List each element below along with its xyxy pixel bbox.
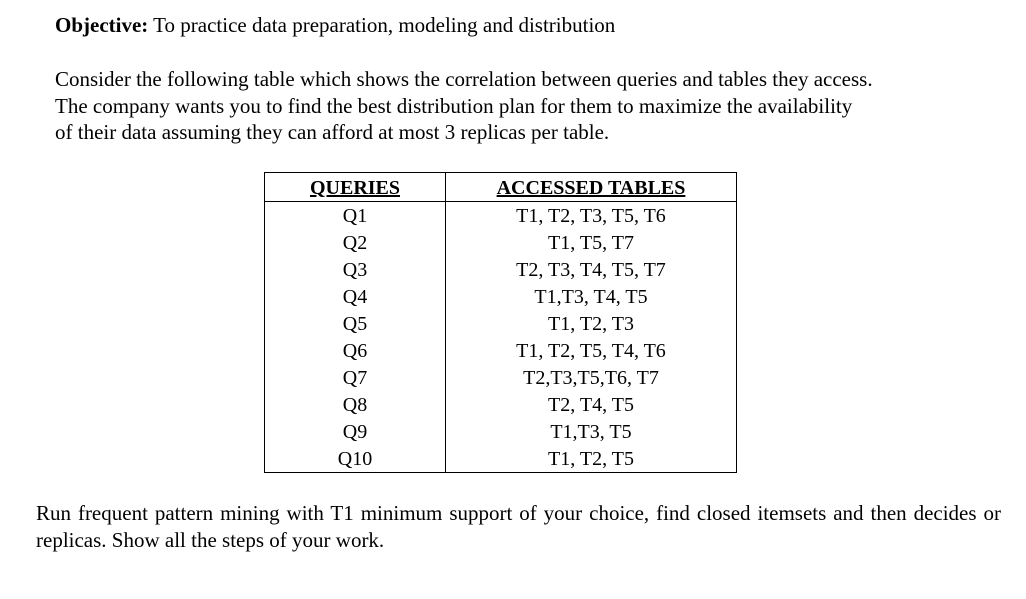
query-cell: Q3 [265,256,446,283]
table-row [265,256,737,283]
header-accessed-tables: ACCESSED TABLES [446,173,737,202]
intro-line-2: The company wants you to find the best distribution plan for them to maximize the availability [55,93,853,118]
tables-cell: T2, T4, T5 [446,391,737,418]
query-cell: Q2 [265,229,446,256]
intro-line-3: of their data assuming they can afford at most 3 replicas per table. [55,120,610,144]
tables-cell: T1,T3, T5 [446,418,737,445]
table-row [265,229,737,256]
table-row [265,202,737,230]
objective-line [55,12,615,38]
tables-cell: T1,T3, T4, T5 [446,283,737,310]
tables-cell: T2, T3, T4, T5, T7 [446,256,737,283]
query-cell: Q1 [265,202,446,230]
query-cell: Q4 [265,283,446,310]
table-row [265,445,737,473]
tables-cell: T1, T5, T7 [446,229,737,256]
tables-cell: T1, T2, T5 [446,445,737,473]
intro-line-1: Consider the following table which shows the correlation between queries and tables they access. [55,67,873,91]
table-row [265,418,737,445]
intro-paragraph [55,66,1015,146]
query-cell: Q5 [265,310,446,337]
tables-cell: T2,T3,T5,T6, T7 [446,364,737,391]
header-queries: QUERIES [265,173,446,202]
query-cell: Q8 [265,391,446,418]
query-cell: Q9 [265,418,446,445]
table-header-row [265,173,737,202]
query-table [264,172,737,473]
table-row [265,391,737,418]
query-cell: Q10 [265,445,446,473]
tables-cell: T1, T2, T3, T5, T6 [446,202,737,230]
tables-cell: T1, T2, T5, T4, T6 [446,337,737,364]
question-paragraph: Run frequent pattern mining with T1 minimum support of your choice, find closed itemsets and then decides or replicas. Show all the steps of your work. [36,501,1001,552]
table-row [265,310,737,337]
objective-label: Objective: [55,13,149,37]
table-row [265,337,737,364]
objective-text: To practice data preparation, modeling and distribution [148,13,616,37]
table-row [265,364,737,391]
tables-cell: T1, T2, T3 [446,310,737,337]
query-cell: Q7 [265,364,446,391]
query-cell: Q6 [265,337,446,364]
table-row [265,283,737,310]
